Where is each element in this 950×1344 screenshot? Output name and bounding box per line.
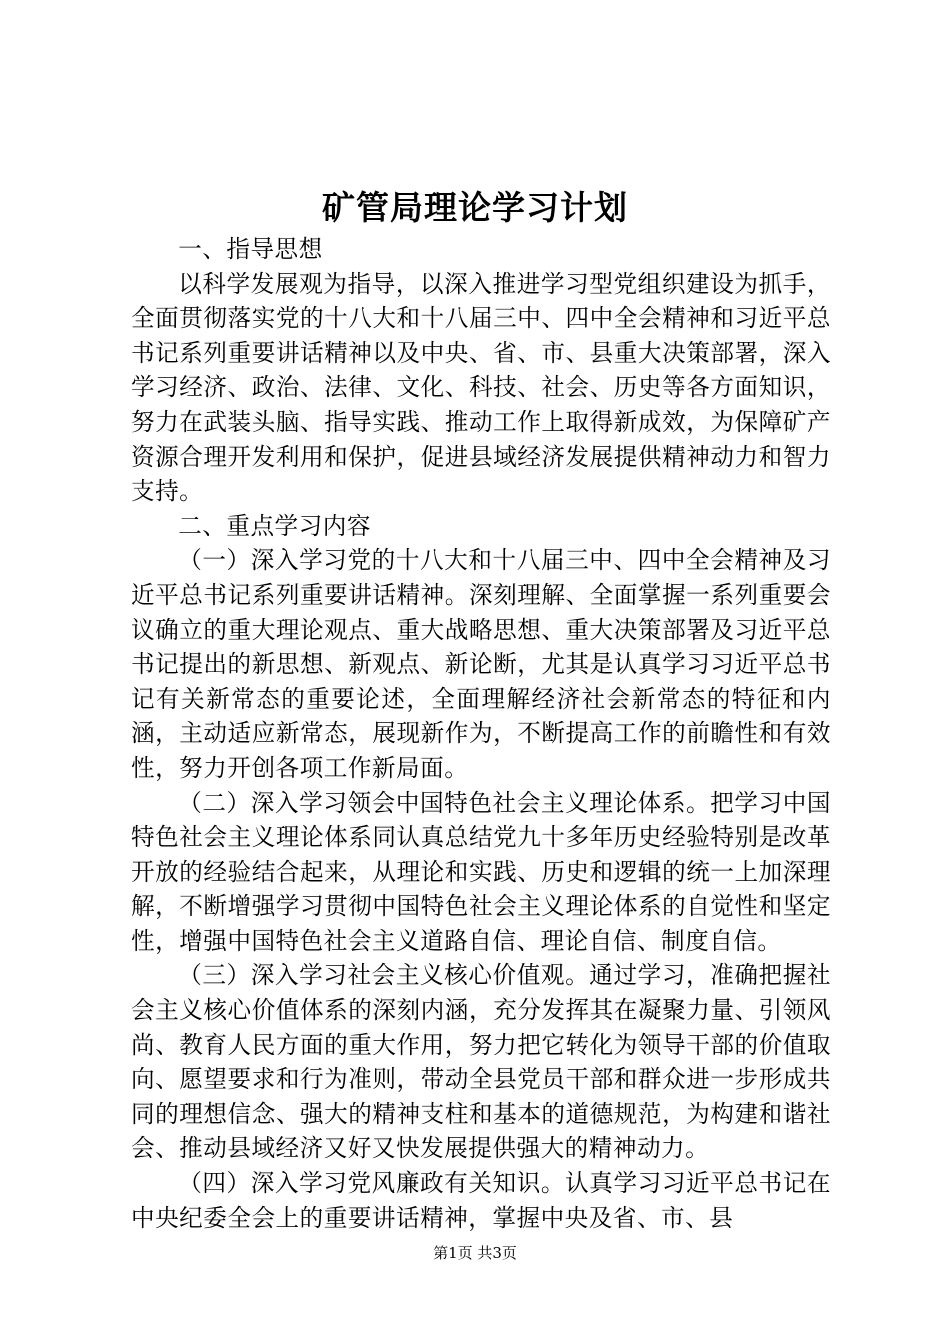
paragraph-item-4: （四）深入学习党风廉政有关知识。认真学习习近平总书记在中央纪委全会上的重要讲话精神，掌握中央及省、市、县 — [131, 1169, 831, 1232]
document-title: 矿管局理论学习计划 — [322, 188, 628, 227]
paragraph-item-1: （一）深入学习党的十八大和十八届三中、四中全会精神及习近平总书记系列重要讲话精神。深刻理解、全面掌握一系列重要会议确立的重大理论观点、重大战略思想、重大决策部署及习近平总书记提出的新思想、新观点、新论断，尤其是认真学习习近平总书记有关新常态的重要论述，全面理解经济社会新常态的特征和内涵，主动适应新常态，展现新作为，不断提高工作的前瞻性和有效性，努力开创各项工作新局面。 — [131, 546, 831, 782]
paragraph-guiding-thought: 以科学发展观为指导，以深入推进学习型党组织建设为抓手，全面贯彻落实党的十八大和十八届三中、四中全会精神和习近平总书记系列重要讲话精神以及中央、省、市、县重大决策部署，深入学习经济、政治、法律、文化、科技、社会、历史等各方面知识，努力在武装头脑、指导实践、推动工作上取得新成效，为保障矿产资源合理开发利用和保护，促进县域经济发展提供精神动力和智力支持。 — [131, 269, 831, 506]
section-heading-guiding-thought: 一、指导思想 — [178, 235, 323, 263]
paragraph-item-3: （三）深入学习社会主义核心价值观。通过学习，准确把握社会主义核心价值体系的深刻内涵，充分发挥其在凝聚力量、引领风尚、教育人民方面的重大作用，努力把它转化为领导干部的价值取向、愿望要求和行为准则，带动全县党员干部和群众进一步形成共同的理想信念、强大的精神支柱和基本的道德规范，为构建和谐社会、推动县域经济又好又快发展提供强大的精神动力。 — [131, 961, 831, 1163]
document-body — [131, 232, 831, 1235]
section-heading-key-content: 二、重点学习内容 — [178, 511, 371, 540]
page-number-footer: 第1页 共3页 — [433, 1244, 517, 1262]
paragraph-item-2: （二）深入学习领会中国特色社会主义理论体系。把学习中国特色社会主义理论体系同认真总结党九十多年历史经验特别是改革开放的经验结合起来，从理论和实践、历史和逻辑的统一上加深理解，不断增强学习贯彻中国特色社会主义理论体系的自觉性和坚定性，增强中国特色社会主义道路自信、理论自信、制度自信。 — [131, 788, 831, 955]
